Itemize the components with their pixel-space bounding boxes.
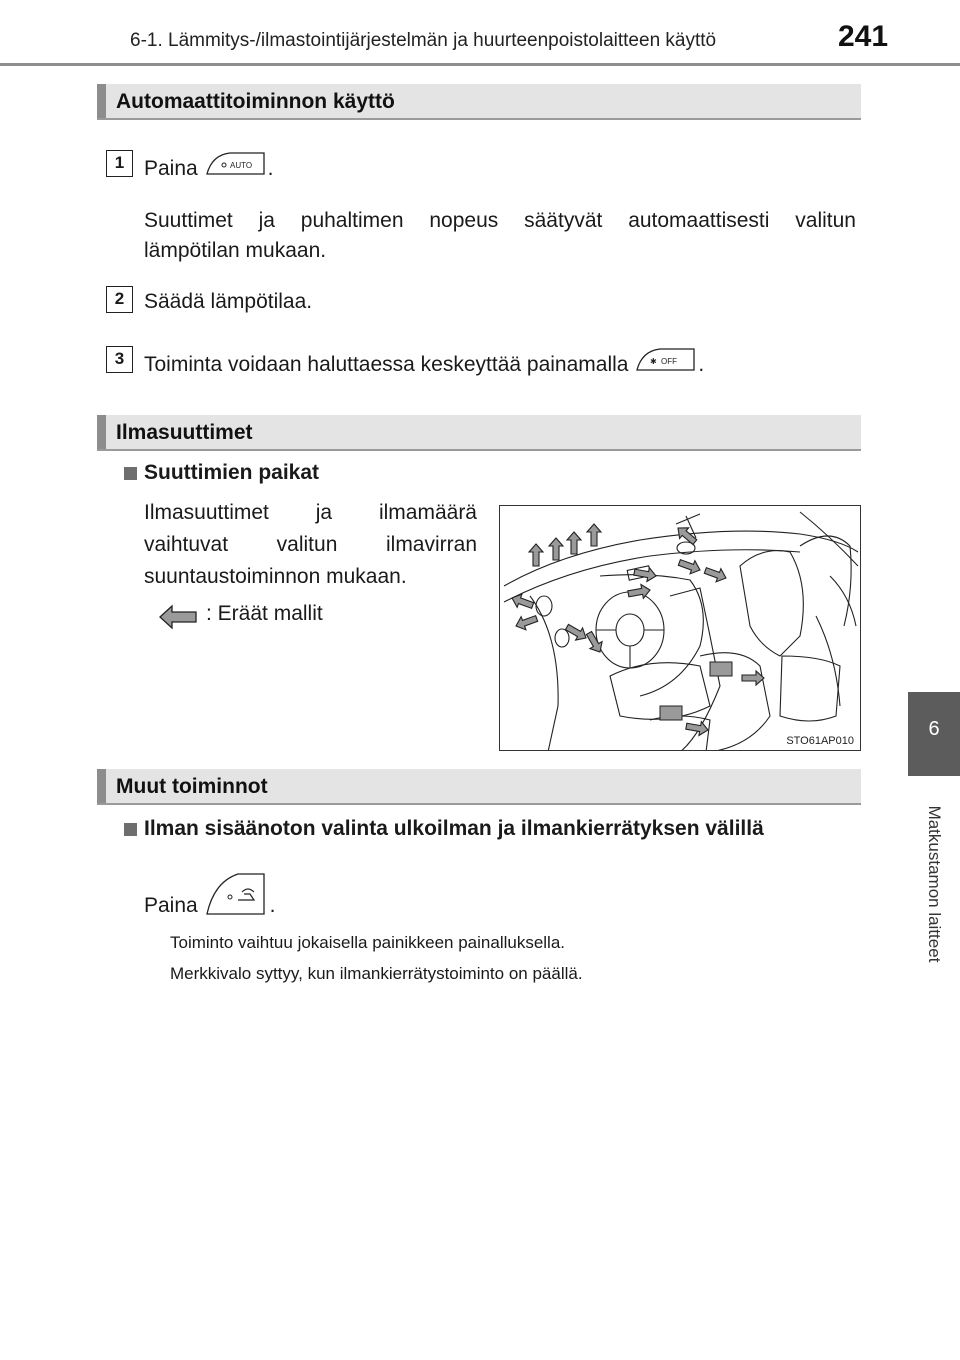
svg-text:✱: ✱ (650, 357, 658, 366)
console-vent-box (710, 662, 732, 676)
chapter-tab (908, 692, 960, 776)
section-header-automatic (97, 84, 861, 120)
section-header-other-functions (97, 769, 861, 805)
vents-text-line-3: suuntaustoiminnon mukaan. (144, 565, 407, 588)
vent-locations-illustration (499, 505, 861, 751)
step-1-text-after: . (267, 157, 274, 181)
step-number-2: 2 (106, 286, 133, 313)
press-recirculation-text (144, 878, 275, 935)
bullet-square (124, 467, 137, 480)
step-number-3: 3 (106, 346, 133, 373)
off-button-icon (634, 345, 698, 382)
step-1-description-line-1: Suuttimet ja puhaltimen nopeus säätyvät automaattisesti valitun (144, 209, 856, 232)
press-text-after: . (269, 894, 276, 918)
chapter-tab-number: 6 (928, 718, 940, 740)
vents-text-line-2: vaihtuvat valitun ilmavirran (144, 533, 477, 556)
step-number-1: 1 (106, 150, 133, 177)
step-3-text-before: Toiminta voidaan haluttaessa keskeyttää painamalla (144, 353, 629, 377)
rear-vent-box (660, 706, 682, 720)
step-1-text-before: Paina (144, 157, 198, 181)
section-title: Automaattitoiminnon käyttö (116, 90, 395, 113)
auto-button-icon (204, 149, 268, 186)
note-line-1: Toiminto vaihtuu jokaisella painikkeen painalluksella. (170, 933, 566, 952)
page-header (0, 0, 960, 68)
vent-arrow-icon (158, 604, 198, 635)
subheading-vent-locations: Suuttimien paikat (144, 461, 320, 484)
step-2-text: Säädä lämpötilaa. (144, 290, 313, 313)
section-title: Ilmasuuttimet (116, 421, 253, 444)
header-rule (0, 63, 960, 66)
vents-text-line-1: Ilmasuuttimet ja ilmamäärä (144, 501, 477, 524)
off-button-label: OFF (661, 357, 678, 366)
section-title: Muut toiminnot (116, 775, 268, 798)
illustration-code: STO61AP010 (786, 735, 854, 747)
page-number: 241 (838, 20, 889, 53)
step-1-text (144, 151, 273, 188)
bullet-square (124, 823, 137, 836)
subheading-air-intake: Ilman sisäänoton valinta ulkoilman ja ilmankierrätyksen välillä (144, 817, 764, 840)
note-line-2: Merkkivalo syttyy, kun ilmankierrätystoiminto on päällä. (170, 964, 583, 983)
step-3-text (144, 347, 704, 384)
chapter-title: 6-1. Lämmitys-/ilmastointijärjestelmän ja huurteenpoistolaitteen käyttö (130, 30, 717, 51)
recirculation-button-icon (204, 876, 270, 933)
auto-button-label: AUTO (229, 161, 252, 170)
step-3-text-after: . (698, 353, 705, 377)
chapter-tab-label: Matkustamon laitteet (925, 805, 944, 963)
car-interior-drawing (500, 506, 861, 751)
press-text-before: Paina (144, 894, 198, 918)
vents-legend-text: : Eräät mallit (206, 602, 323, 625)
section-header-vents (97, 415, 861, 451)
step-1-description-line-2: lämpötilan mukaan. (144, 239, 327, 262)
